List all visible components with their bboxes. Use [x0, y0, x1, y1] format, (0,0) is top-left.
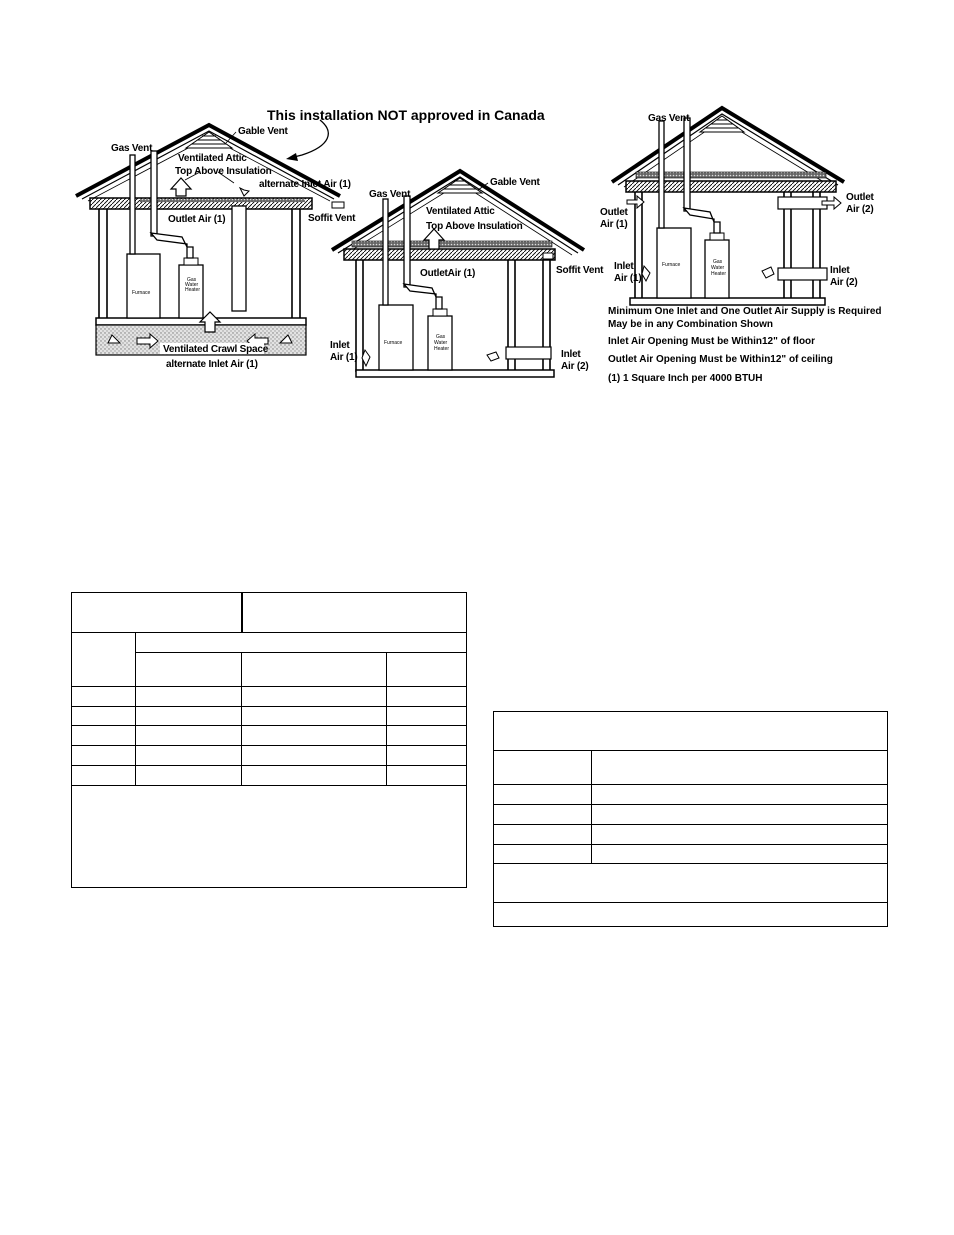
right-table-header-cell: [494, 712, 888, 751]
table-row: [72, 726, 467, 746]
left-alt-inlet-top-label: alternate Inlet Air (1): [259, 179, 351, 190]
left-gable-vent-label: Gable Vent: [238, 126, 288, 137]
table-row: [494, 805, 888, 825]
right-note-4: Outlet Air Opening Must be Within12" of ceiling: [608, 354, 833, 365]
middle-inlet1-label-2: Air (1): [330, 352, 358, 363]
right-table: [493, 711, 888, 927]
left-furnace-label: Furnace: [132, 290, 151, 296]
right-inlet2-label-1: Inlet: [830, 265, 850, 276]
right-outlet2-label-1: Outlet: [846, 192, 874, 203]
left-outlet-air-label: Outlet Air (1): [168, 214, 226, 225]
middle-inlet2-label-1: Inlet: [561, 349, 581, 360]
middle-furnace: [379, 305, 413, 370]
middle-heater-label-3: Heater: [434, 346, 450, 352]
right-outlet1-label-1: Outlet: [600, 207, 628, 218]
middle-inlet2-label-2: Air (2): [561, 361, 589, 372]
right-note-5: (1) 1 Square Inch per 4000 BTUH: [608, 373, 763, 384]
left-table-header-cell: [72, 593, 242, 633]
left-attic-label-2: Top Above Insulation: [175, 166, 272, 177]
left-soffit-vent-label: Soffit Vent: [308, 213, 356, 224]
right-inlet1-label-2: Air (1): [614, 273, 642, 284]
left-attic-arrow: [171, 178, 191, 196]
left-heater-label-3: Heater: [185, 287, 201, 293]
middle-house-diagram: [330, 171, 604, 377]
right-inlet-arrow-2: [762, 267, 774, 278]
right-note-1: Minimum One Inlet and One Outlet Air Supply is Required: [608, 306, 882, 317]
left-heater-top: [184, 258, 198, 265]
right-heater-label-1: Gas: [713, 259, 723, 265]
right-outlet1-label-2: Air (1): [600, 219, 628, 230]
left-attic-label-1: Ventilated Attic: [178, 153, 247, 164]
left-table-group-header-cell: [136, 633, 467, 653]
right-heater-label-3: Heater: [711, 271, 727, 277]
middle-outlet-air-label: OutletAir (1): [420, 268, 476, 279]
middle-gas-vent-label: Gas Vent: [369, 189, 411, 200]
right-table-col-header-cell: [592, 751, 888, 785]
left-crawl-space-label: Ventilated Crawl Space: [163, 344, 269, 355]
table-row: [494, 845, 888, 864]
right-inlet-duct: [778, 268, 827, 280]
left-heater-label-2: Water: [185, 282, 199, 288]
right-note-2: May be in any Combination Shown: [608, 319, 774, 330]
middle-inlet-duct-1: [506, 347, 551, 359]
right-floor: [630, 298, 825, 305]
left-table-col-header-cell: [242, 653, 387, 687]
left-alt-inlet-arrow: [240, 188, 249, 196]
right-heater-label-2: Water: [711, 265, 725, 271]
right-house-diagram: [600, 108, 882, 384]
middle-heater-top: [433, 309, 447, 316]
left-table-col-header-cell: [387, 653, 467, 687]
right-inlet-arrow-1: [642, 266, 650, 281]
middle-heater-label-1: Gas: [436, 334, 446, 340]
left-furnace: [127, 254, 160, 318]
right-inlet2-label-2: Air (2): [830, 277, 858, 288]
banner-text: This installation NOT approved in Canada: [267, 107, 545, 123]
middle-ceiling-insulation: [352, 241, 552, 247]
left-ceiling-insulation: [140, 199, 305, 202]
left-house-diagram: [76, 107, 545, 370]
right-heater-top: [710, 233, 724, 240]
right-table-col-header-cell: [494, 751, 592, 785]
left-table-header-cell: [242, 593, 467, 633]
table-row: [72, 746, 467, 766]
table-row: [72, 766, 467, 786]
middle-ceiling-band: [344, 249, 555, 260]
left-table-row-header-cell: [72, 633, 136, 687]
table-row: [494, 785, 888, 805]
right-ceiling-band: [626, 181, 836, 192]
middle-inlet1-label-1: Inlet: [330, 340, 350, 351]
middle-attic-label-1: Ventilated Attic: [426, 206, 495, 217]
left-alt-inlet-bottom-label: alternate Inlet Air (1): [166, 359, 258, 370]
left-heater-label-1: Gas: [187, 277, 197, 283]
right-inlet1-label-1: Inlet: [614, 261, 634, 272]
right-outlet2-label-2: Air (2): [846, 204, 874, 215]
left-duct: [232, 206, 246, 311]
left-banner-pointer: [294, 120, 328, 157]
left-gas-vent-label: Gas Vent: [111, 143, 153, 154]
middle-attic-label-2: Top Above Insulation: [426, 221, 523, 232]
left-table-col-header-cell: [136, 653, 242, 687]
middle-gable-vent-label: Gable Vent: [490, 177, 540, 188]
right-table-note-cell: [494, 864, 888, 903]
table-row: [72, 687, 467, 707]
right-note-3: Inlet Air Opening Must be Within12" of floor: [608, 336, 816, 347]
left-soffit-vent-box: [332, 202, 344, 208]
middle-floor: [356, 370, 554, 377]
right-table-note-cell: [494, 903, 888, 927]
right-gas-vent-label: Gas Vent: [648, 113, 690, 124]
middle-inlet-arrow-2: [487, 352, 499, 361]
table-row: [494, 825, 888, 845]
middle-soffit-vent-label: Soffit Vent: [556, 265, 604, 276]
left-table-footnote-cell: [72, 786, 467, 888]
right-outlet-duct: [778, 197, 827, 209]
middle-heater-label-2: Water: [434, 340, 448, 346]
left-table: [71, 592, 467, 888]
table-row: [72, 707, 467, 726]
middle-soffit-vent-box: [543, 253, 553, 259]
right-furnace-label: Furnace: [662, 262, 681, 268]
ventilation-figure: [0, 0, 954, 400]
middle-furnace-label: Furnace: [384, 340, 403, 346]
left-banner-pointer-tip: [286, 153, 298, 161]
